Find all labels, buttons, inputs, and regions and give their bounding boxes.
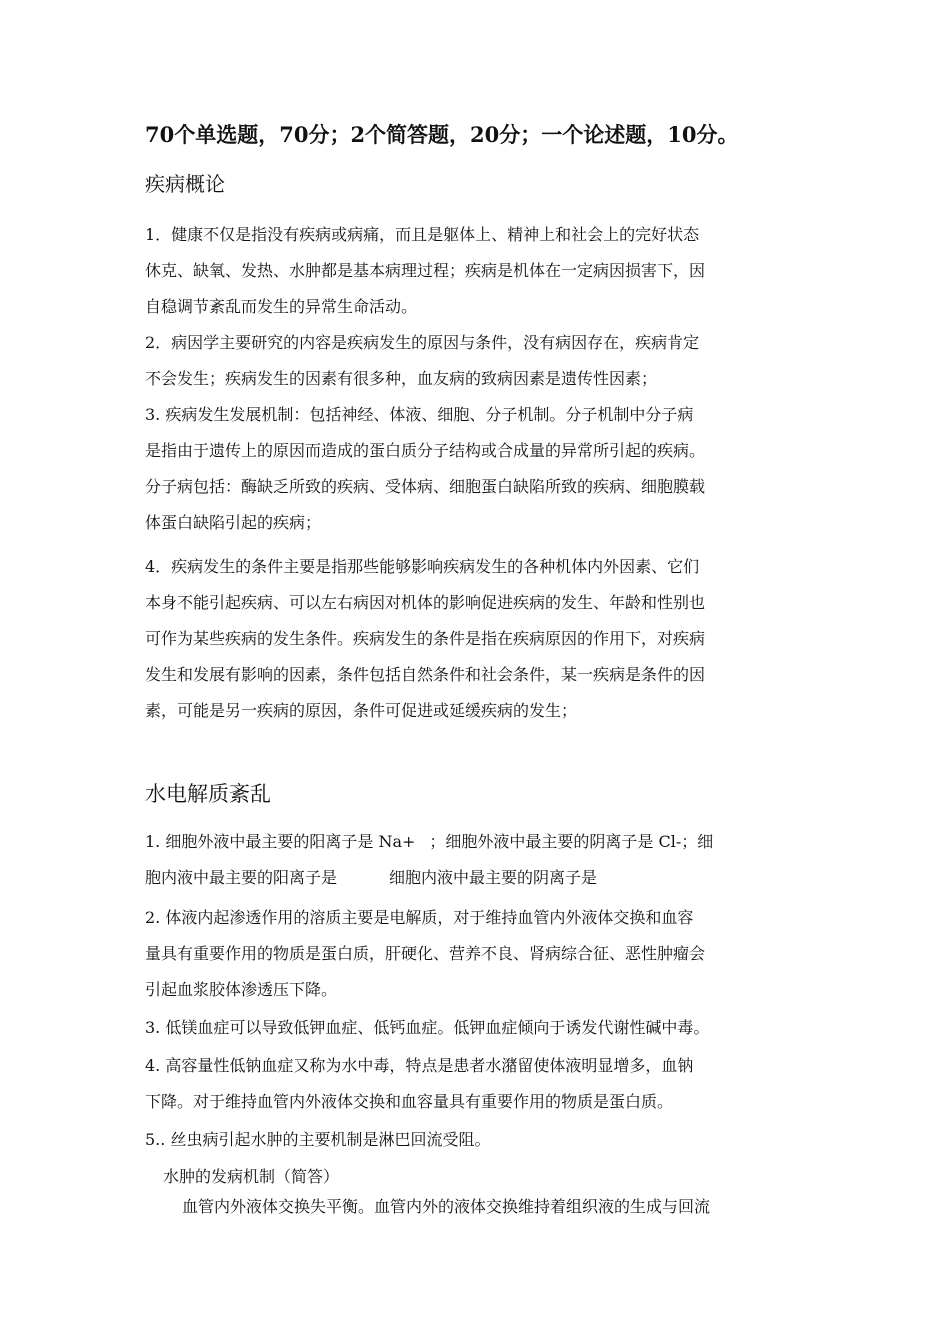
text-line: 是指由于遗传上的原因而造成的蛋白质分子结构或合成量的异常所引起的疾病。	[145, 441, 706, 460]
text-line: 2．病因学主要研究的内容是疾病发生的原因与条件，没有病因存在，疾病肯定	[145, 333, 700, 352]
text-line: 3. 低镁血症可以导致低钾血症、低钙血症。低钾血症倾向于诱发代谢性碱中毒。	[145, 1018, 710, 1037]
text-line	[145, 860, 815, 896]
text-line: 本身不能引起疾病、可以左右病因对机体的影响促进疾病的发生、年龄和性别也	[145, 593, 706, 612]
text-line: 5.. 丝虫病引起水肿的主要机制是淋巴回流受阻。	[145, 1130, 491, 1149]
text-line	[145, 824, 815, 860]
text-line: 分子病包括：酶缺乏所致的疾病、受体病、细胞蛋白缺陷所致的疾病、细胞膜载	[145, 477, 706, 496]
list-item	[145, 397, 815, 541]
text-line: 可作为某些疾病的发生条件。疾病发生的条件是指在疾病原因的作用下，对疾病	[145, 629, 706, 648]
section-title-electrolyte-disorders: 水电解质紊乱	[145, 782, 271, 806]
text-line: 引起血浆胶体渗透压下降。	[145, 980, 338, 999]
list-item	[145, 1010, 815, 1046]
section-title-disease-overview: 疾病概论	[145, 172, 225, 196]
text-line: 4．疾病发生的条件主要是指那些能够影响疾病发生的各种机体内外因素、它们	[145, 557, 700, 576]
text-line: 不会发生；疾病发生的因素有很多种，血友病的致病因素是遗传性因素；	[145, 369, 658, 388]
list-item	[145, 325, 815, 397]
list-item	[145, 549, 815, 729]
list-item	[145, 900, 815, 1008]
body-text: 血管内外液体交换失平衡。血管内外的液体交换维持着组织液的生成与回流	[182, 1197, 711, 1216]
text-line: 发生和发展有影响的因素，条件包括自然条件和社会条件，某一疾病是条件的因	[145, 665, 706, 684]
list-item	[145, 824, 815, 896]
list-item	[145, 1122, 815, 1158]
text-line: 1．健康不仅是指没有疾病或病痛，而且是躯体上、精神上和社会上的完好状态	[145, 225, 700, 244]
text-line: 自稳调节紊乱而发生的异常生命活动。	[145, 297, 418, 316]
text-line: 休克、缺氧、发热、水肿都是基本病理过程；疾病是机体在一定病因损害下，因	[145, 261, 706, 280]
text-line: 3. 疾病发生发展机制：包括神经、体液、细胞、分子机制。分子机制中分子病	[145, 405, 694, 424]
text-line: 4. 高容量性低钠血症又称为水中毒，特点是患者水潴留使体液明显增多，血钠	[145, 1056, 694, 1075]
text-segment: 胞内液中最主要的阳离子是	[145, 868, 338, 887]
text-segment: ；细胞外液中最主要的阴离子是 Cl-；细	[429, 832, 714, 851]
text-segment: 细胞内液中最主要的阴离子是	[389, 868, 598, 887]
exam-summary: 70个单选题，70分；2个简答题，20分；一个论述题，10分。	[145, 122, 739, 147]
list-item	[145, 217, 815, 325]
text-segment: 1. 细胞外液中最主要的阳离子是 Na+	[145, 832, 416, 851]
text-line: 体蛋白缺陷引起的疾病；	[145, 513, 322, 532]
text-line: 2. 体液内起渗透作用的溶质主要是电解质，对于维持血管内外液体交换和血容	[145, 908, 694, 927]
text-line: 素，可能是另一疾病的原因，条件可促进或延缓疾病的发生；	[145, 701, 578, 720]
list-item	[145, 1048, 815, 1120]
sub-heading-edema-mechanism: 水肿的发病机制（简答）	[163, 1167, 340, 1186]
text-line: 量具有重要作用的物质是蛋白质，肝硬化、营养不良、肾病综合征、恶性肿瘤会	[145, 944, 706, 963]
text-line: 下降。对于维持血管内外液体交换和血容量具有重要作用的物质是蛋白质。	[145, 1092, 674, 1111]
